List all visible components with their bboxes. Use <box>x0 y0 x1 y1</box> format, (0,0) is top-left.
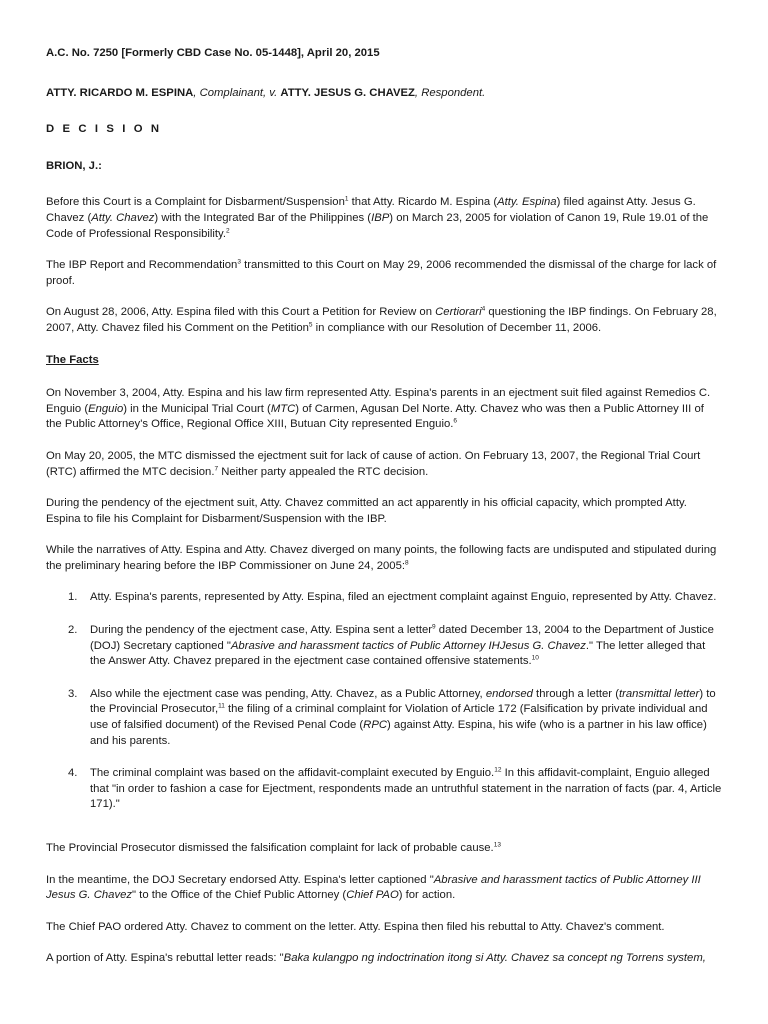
emphasized-text: Baka kulangpo ng indoctrination itong si Atty. Chavez sa concept ng Torrens system, <box>283 952 706 965</box>
footnote-marker: 2 <box>226 227 230 235</box>
intro-paragraph-3 <box>46 305 722 336</box>
decision-heading: D E C I S I O N <box>46 123 162 136</box>
footnote-marker: 9 <box>432 623 436 631</box>
text-run: ) filed against Atty. Jesus G. Chavez ( <box>46 196 696 224</box>
text-run: On August 28, 2006, Atty. Espina filed with this Court a Petition for Review on <box>46 306 436 319</box>
complainant-role: , Complainant, v. <box>193 86 281 99</box>
text-run: dated December 13, 2004 to the Department of Justice (DOJ) Secretary captioned " <box>90 624 714 652</box>
emphasized-text: endorsed <box>485 687 533 700</box>
list-item <box>46 687 722 749</box>
emphasized-text: Abrasive and harassment tactics of Public Attorney IHJesus G. Chavez <box>230 639 586 652</box>
footnote-marker: 13 <box>493 841 501 849</box>
closing-paragraph-2 <box>46 873 722 904</box>
emphasized-text: Atty. Chavez <box>91 211 155 224</box>
respondent-name: ATTY. JESUS G. CHAVEZ <box>280 86 415 99</box>
text-run: The criminal complaint was based on the affidavit-complaint executed by Enguio. <box>90 767 495 780</box>
text-run: the filing of a criminal complaint for Violation of Article 172 (Falsification by private individual and use of falsified document) of the Revised Penal Code ( <box>90 703 708 732</box>
text-run: ) to the Provincial Prosecutor, <box>90 687 716 716</box>
facts-paragraph-1 <box>46 386 722 433</box>
closing-paragraph-3 <box>46 920 722 936</box>
closing-paragraph-1 <box>46 841 722 857</box>
text-run: While the narratives of Atty. Espina and Atty. Chavez diverged on many points, the following facts are undisputed and stipulated during the preliminary hearing before the IBP Commissioner on June 24, 2005: <box>46 544 717 572</box>
text-run: On May 20, 2005, the MTC dismissed the ejectment suit for lack of cause of action. On February 13, 2007, the Regional Trial Court (RTC) affirmed the MTC decision. <box>46 449 701 478</box>
text-run: ) in the Municipal Trial Court ( <box>123 402 271 415</box>
text-run: transmitted to this Court on May 29, 2006 recommended the dismissal of the charge for lack of proof. <box>46 259 717 287</box>
emphasized-text: transmittal letter <box>618 687 700 700</box>
text-run: The Chief PAO ordered Atty. Chavez to comment on the letter. Atty. Espina then filed his rebuttal to Atty. Chavez's comment. <box>46 920 665 933</box>
emphasized-text: MTC <box>270 402 296 415</box>
text-run: that Atty. Ricardo M. Espina ( <box>348 196 498 209</box>
emphasized-text: Atty. Espina <box>497 196 557 209</box>
footnote-marker: 4 <box>481 305 486 313</box>
text-run: Atty. Espina's parents, represented by Atty. Espina, filed an ejectment complaint against Enguio, represented by Atty. Chavez. <box>90 591 717 604</box>
emphasized-text: IBP <box>371 211 390 224</box>
emphasized-text: RPC <box>363 719 388 732</box>
text-run: A portion of Atty. Espina's rebuttal letter reads: " <box>46 952 284 965</box>
footnote-marker: 1 <box>344 195 349 203</box>
footnote-marker: 6 <box>453 417 458 425</box>
text-run: The IBP Report and Recommendation <box>46 259 238 272</box>
footnote-marker: 10 <box>531 654 539 662</box>
respondent-role: , Respondent. <box>414 86 486 99</box>
footnote-marker: 11 <box>218 702 225 710</box>
list-item-number: 3. <box>68 687 78 700</box>
case-title: A.C. No. 7250 [Formerly CBD Case No. 05-1448], April 20, 2015 <box>46 47 380 59</box>
list-item-text <box>90 767 721 810</box>
emphasized-text: Certiorari <box>435 306 482 319</box>
text-run: ) on March 23, 2005 for violation of Canon 19, Rule 19.01 of the Code of Professional Responsibility. <box>46 211 709 240</box>
footnote-marker: 3 <box>237 258 241 266</box>
intro-paragraph-1 <box>46 195 722 242</box>
emphasized-text: Abrasive and harassment tactics of Public Attorney III Jesus G. Chavez <box>46 873 701 902</box>
text-run: Before this Court is a Complaint for Disbarment/Suspension <box>46 196 345 209</box>
list-item-number: 2. <box>68 624 78 637</box>
text-run: The Provincial Prosecutor dismissed the falsification complaint for lack of probable cause. <box>46 842 494 854</box>
list-item-number: 4. <box>68 767 78 780</box>
facts-paragraph-2 <box>46 449 722 480</box>
facts-heading: The Facts <box>46 353 99 366</box>
list-item-number: 1. <box>68 591 78 604</box>
list-item <box>46 623 722 670</box>
text-run: During the pendency of the ejectment case, Atty. Espina sent a letter <box>90 624 433 637</box>
text-run: in compliance with our Resolution of December 11, 2006. <box>312 321 602 334</box>
case-parties <box>46 86 722 102</box>
facts-paragraph-3 <box>46 496 722 527</box>
text-run: Neither party appealed the RTC decision. <box>218 465 429 478</box>
text-run: through a letter ( <box>532 687 619 700</box>
intro-paragraph-2 <box>46 258 722 289</box>
list-item <box>46 766 722 813</box>
text-run: ) against Atty. Espina, his wife (who is a partner in his law office) and his parents. <box>90 719 707 747</box>
text-run: ." The letter alleged that the Answer Atty. Chavez prepared in the ejectment case contained offensive statements. <box>90 639 706 668</box>
list-item-text <box>90 591 716 603</box>
emphasized-text: Enguio <box>88 402 124 415</box>
text-run: ) with the Integrated Bar of the Philippines ( <box>154 211 372 224</box>
text-run: questioning the IBP findings. On February 28, 2007, Atty. Chavez filed his Comment on the Petition <box>46 306 717 334</box>
footnote-marker: 5 <box>308 321 313 329</box>
closing-paragraph-4 <box>46 951 722 967</box>
footnote-marker: 12 <box>494 766 502 774</box>
text-run: ) of Carmen, Agusan Del Norte. Atty. Chavez who was then a Public Attorney III of the Public Attorney's Office, Regional Office XIII, Butuan City represented Enguio. <box>46 402 704 431</box>
emphasized-text: Chief PAO <box>346 889 399 902</box>
text-run: In the meantime, the DOJ Secretary endorsed Atty. Espina's letter captioned " <box>46 873 434 886</box>
complainant-name: ATTY. RICARDO M. ESPINA <box>46 86 194 99</box>
list-item-text <box>90 624 714 667</box>
list-item-text <box>90 688 716 747</box>
text-run: " to the Office of the Chief Public Attorney ( <box>132 889 347 902</box>
footnote-marker: 8 <box>405 559 409 567</box>
footnote-marker: 7 <box>214 465 219 472</box>
stipulated-facts-list <box>46 590 722 813</box>
text-run: In this affidavit-complaint, Enguio alleged that "in order to fashion a case for Ejectment, respondents made an untruthful statement in the narration of facts (par. 4, Article 171)." <box>90 767 722 811</box>
list-item <box>46 590 722 606</box>
text-run: On November 3, 2004, Atty. Espina and his law firm represented Atty. Espina's parents in an ejectment suit filed against Remedios C. Enguio ( <box>46 387 711 415</box>
text-run: Also while the ejectment case was pending, Atty. Chavez, as a Public Attorney, <box>90 687 486 700</box>
text-run: During the pendency of the ejectment suit, Atty. Chavez committed an act apparently in his official capacity, which prompted Atty. Espina to file his Complaint for Disbarment/Suspension with the IBP. <box>46 497 687 525</box>
ponente-line: BRION, J.: <box>46 159 102 172</box>
text-run: ) for action. <box>398 889 456 902</box>
facts-paragraph-4 <box>46 543 722 574</box>
